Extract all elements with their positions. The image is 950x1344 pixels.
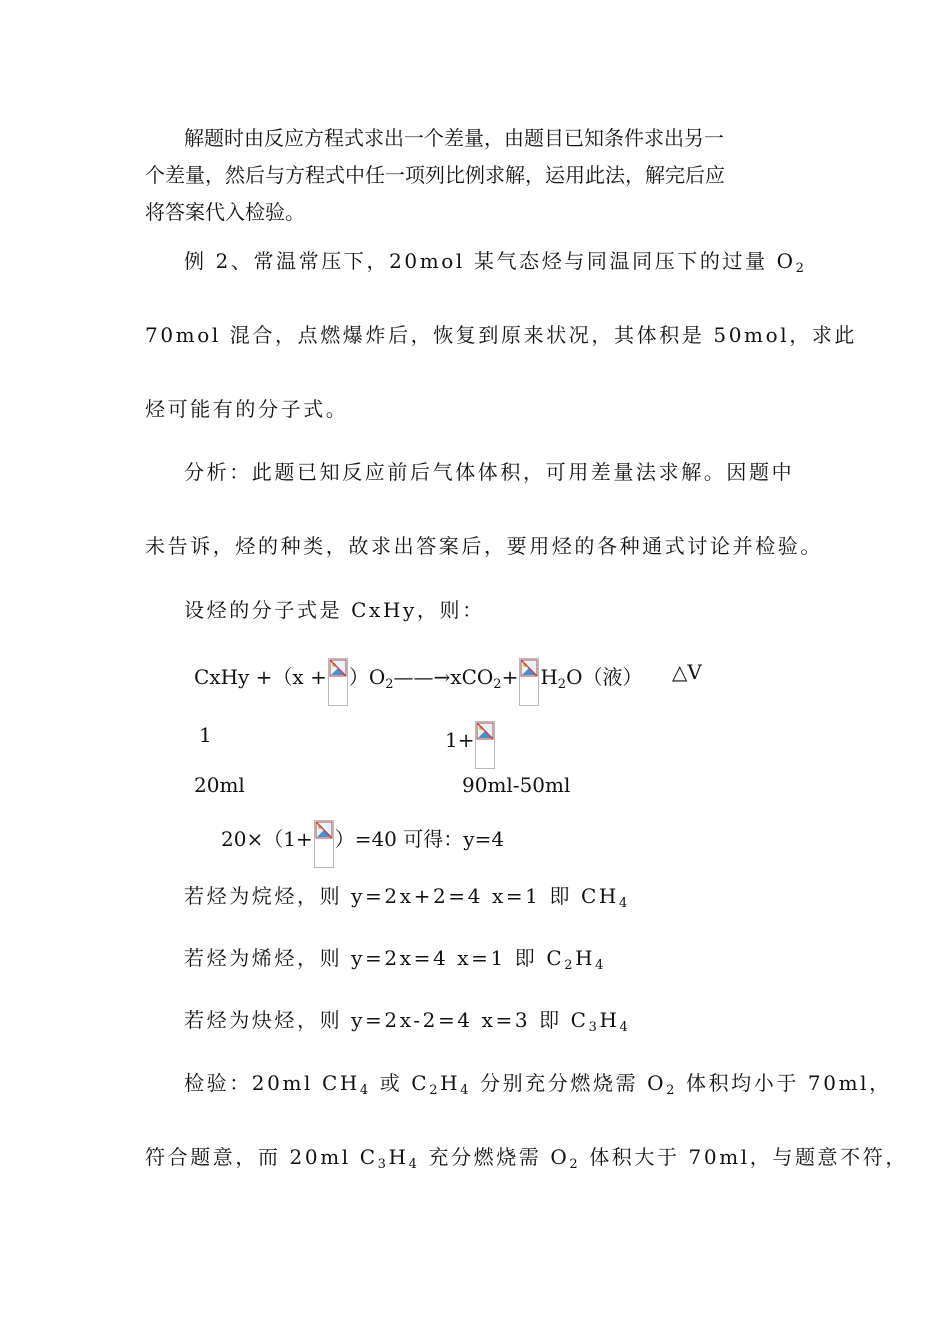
broken-image-icon — [328, 658, 348, 706]
analysis-line2: 未告诉，烃的种类，故求出答案后，要用烃的各种通式讨论并检验。 — [145, 534, 823, 558]
ratio-right: 1+ — [445, 721, 496, 769]
paragraph1-line3: 将答案代入检验。 — [145, 200, 305, 224]
broken-image-icon — [475, 721, 495, 769]
case-alkyne: 若烃为炔烃，则 y=2x-2=4 x=3 即 $C_3H_4$ — [184, 1008, 631, 1035]
example-line2: 70mol 混合，点燃爆炸后，恢复到原来状况，其体积是 50mol，求此 — [145, 323, 858, 347]
example-line1: 例 2、常温常压下，20mol 某气态烃与同温同压下的过量 $O_2$ — [184, 249, 807, 276]
solve-line: 20×（1+ ）=40 可得：y=4 — [221, 820, 504, 868]
check-line1: 检验：20ml $CH_4$ 或 $C_2H_4$ 分别充分燃烧需 $O_2$ 体积均小于 70ml， — [184, 1071, 892, 1098]
delta-volume: △V — [672, 660, 702, 684]
broken-image-icon — [314, 820, 334, 868]
paragraph1-line1: 解题时由反应方程式求出一个差量，由题目已知条件求出另一 — [184, 126, 724, 150]
broken-image-icon — [519, 658, 539, 706]
case-alkene: 若烃为烯烃，则 y=2x=4 x=1 即 $C_2H_4$ — [184, 946, 607, 973]
reaction-equation: CxHy +（x + ）$O_2——\to xCO_2+$ $H_2O$（液） — [194, 658, 642, 706]
paragraph1-line2: 个差量，然后与方程式中任一项列比例求解，运用此法，解完后应 — [145, 163, 725, 187]
amount-right: 90ml-50ml — [462, 773, 571, 797]
analysis-line1: 分析：此题已知反应前后气体体积，可用差量法求解。因题中 — [184, 460, 795, 484]
amount-left: 20ml — [194, 773, 245, 797]
setup-line: 设烃的分子式是 CxHy，则： — [184, 598, 485, 622]
check-line2: 符合题意，而 20ml $C_3H_4$ 充分燃烧需 $O_2$ 体积大于 70ml，与题意不符， — [145, 1145, 908, 1172]
ratio-left: 1 — [199, 723, 212, 747]
example-line3: 烃可能有的分子式。 — [145, 397, 349, 421]
case-alkane: 若烃为烷烃，则 y=2x+2=4 x=1 即 $CH_4$ — [184, 884, 630, 911]
